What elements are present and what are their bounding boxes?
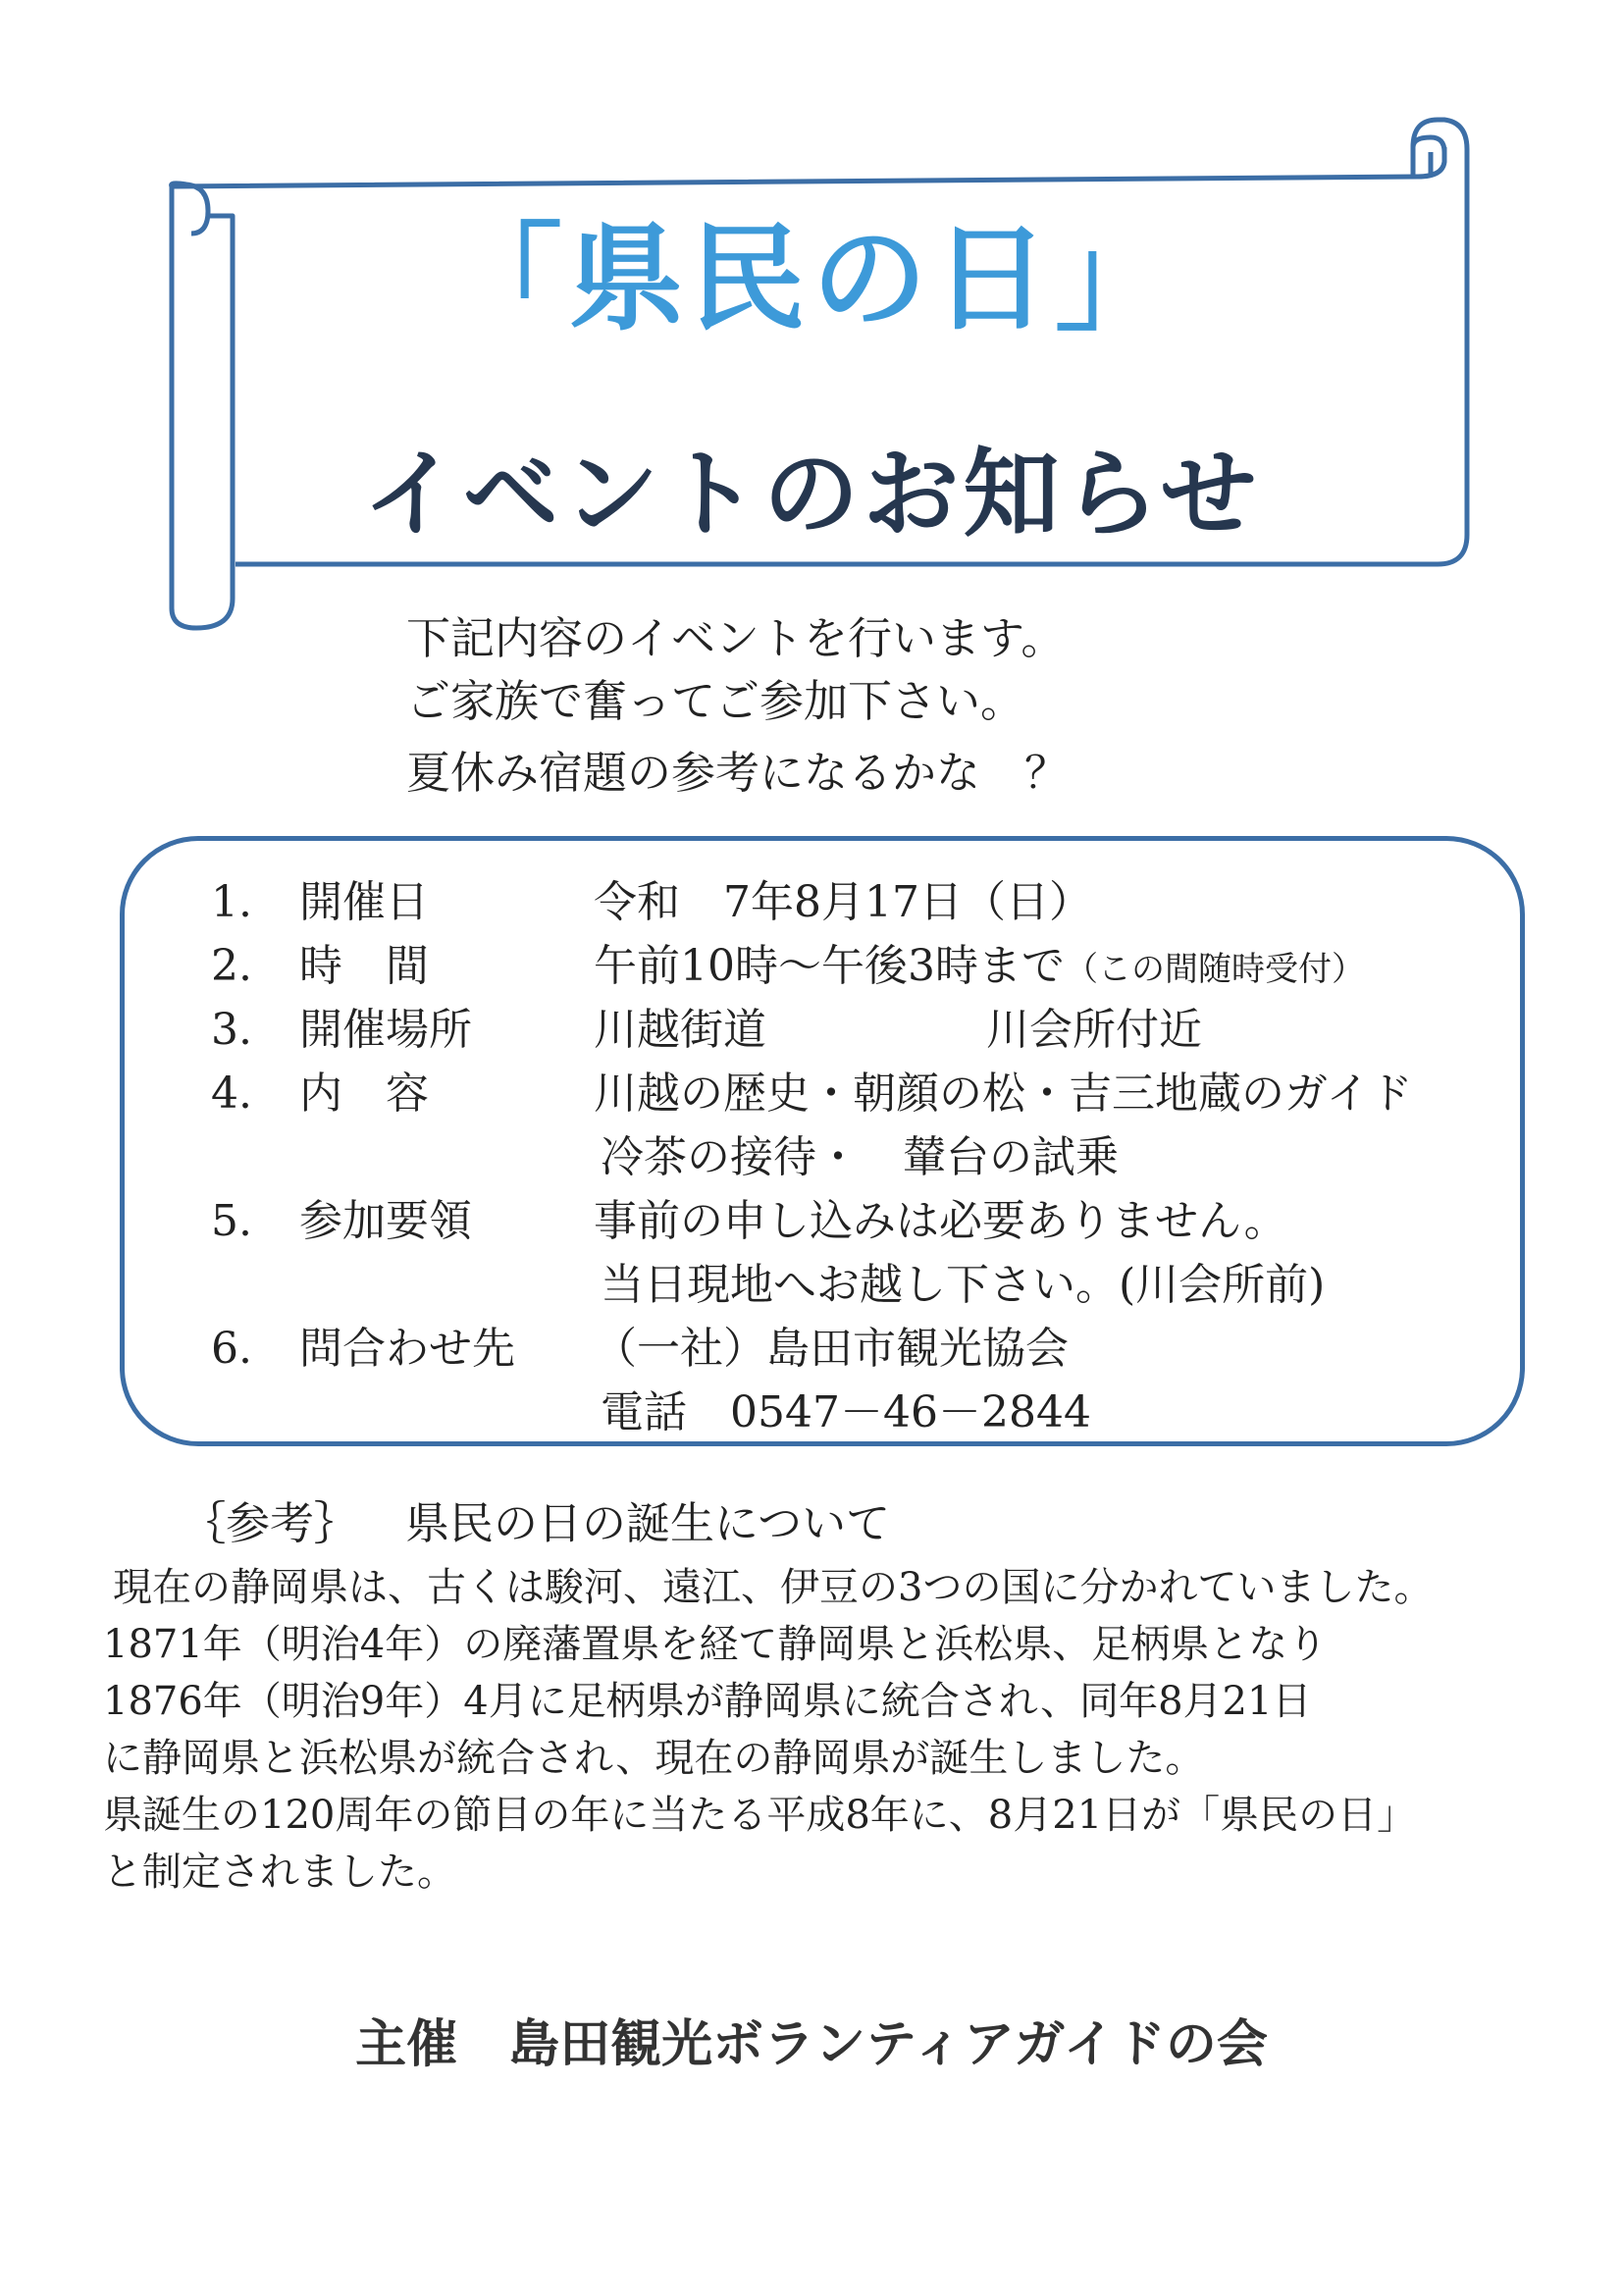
reference-line: に静岡県と浜松県が統合され、現在の静岡県が誕生しました。	[103, 1736, 1205, 1781]
detail-number: 4.	[211, 1069, 252, 1119]
reference-line: と制定されました。	[103, 1850, 456, 1895]
detail-value: （一社）島田市観光協会	[594, 1324, 1069, 1374]
reference-line: 1876年（明治9年）4月に足柄県が静岡県に統合され、同年8月21日	[103, 1679, 1312, 1724]
detail-label: 内 容	[299, 1069, 429, 1119]
reference-line: 現在の静岡県は、古くは駿河、遠江、伊豆の3つの国に分かれていました。	[113, 1565, 1434, 1610]
intro-line-1: 下記内容のイベントを行います。	[406, 612, 1066, 664]
detail-value-secondary: 川会所付近	[986, 1005, 1202, 1055]
detail-number: 1.	[211, 877, 252, 927]
detail-number: 3.	[211, 1005, 252, 1055]
sponsor: 主催 島田観光ボランティアガイドの会	[355, 2014, 1268, 2074]
detail-label: 参加要領	[299, 1196, 472, 1246]
reference-line: 1871年（明治4年）の廃藩置県を経て静岡県と浜松県、足柄県となり	[103, 1622, 1328, 1667]
detail-value-continued: 冷茶の接待・ 輦台の試乗	[601, 1132, 1119, 1182]
detail-label: 開催場所	[299, 1005, 472, 1055]
detail-value-continued: 当日現地へお越し下さい。(川会所前)	[601, 1260, 1326, 1310]
intro-line-2: ご家族で奮ってご参加下さい。	[406, 675, 1025, 727]
detail-value: 川越の歴史・朝顔の松・吉三地蔵のガイド	[594, 1069, 1413, 1119]
detail-label: 時 間	[299, 941, 429, 991]
detail-label: 問合わせ先	[299, 1324, 515, 1374]
detail-number: 5.	[211, 1196, 252, 1246]
event-title: 「県民の日」	[445, 211, 1177, 346]
reference-heading: 県民の日の誕生について	[405, 1497, 891, 1549]
detail-value-main: 午前10時～午後3時まで	[594, 941, 1065, 991]
detail-number: 2.	[211, 941, 252, 991]
event-subtitle: イベントのお知らせ	[362, 439, 1261, 550]
detail-value	[594, 941, 1365, 991]
detail-value: 令和 7年8月17日（日）	[594, 877, 1092, 927]
detail-label: 開催日	[299, 877, 429, 927]
intro-line-3: 夏休み宿題の参考になるかな ？	[406, 747, 1070, 799]
detail-number: 6.	[211, 1324, 252, 1374]
detail-value: 川越街道	[594, 1005, 766, 1055]
detail-note: （この間随時受付）	[1064, 950, 1365, 989]
reference-tag: ｛参考｝	[182, 1497, 359, 1549]
reference-line: 県誕生の120周年の節目の年に当たる平成8年に、8月21日が「県民の日」	[103, 1793, 1417, 1838]
contact-phone: 電話 0547－46－2844	[601, 1387, 1091, 1437]
detail-value: 事前の申し込みは必要ありません。	[594, 1196, 1287, 1246]
